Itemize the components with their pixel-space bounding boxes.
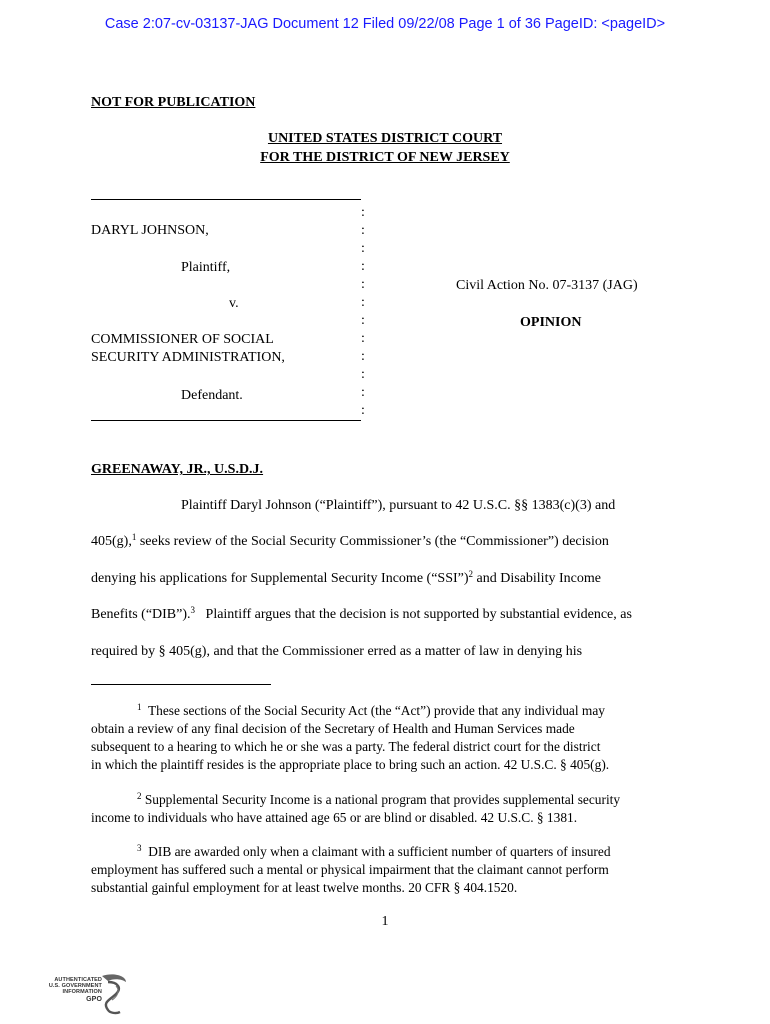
footnote-3-number: 3 [137, 843, 142, 853]
plaintiff-role: Plaintiff, [181, 260, 231, 275]
footnote-2-line-2: income to individuals who have attained age 65 or are blind or disabled. 42 U.S.C. § 1381. [91, 810, 578, 825]
caption-colon: : [361, 349, 365, 364]
footnote-1-line-3: subsequent to a hearing to which he or she was a party. The federal district court for the district [91, 739, 601, 754]
caption-colon: : [361, 259, 365, 274]
footnote-3-line-2: employment has suffered such a mental or physical impairment that the claimant cannot perform [91, 862, 609, 877]
body-line-5: required by § 405(g), and that the Commissioner erred as a matter of law in denying his [91, 644, 583, 659]
defendant-name-line1: COMMISSIONER OF SOCIAL [91, 332, 274, 347]
body-text-span: and Disability Income [473, 571, 601, 586]
caption-colon: : [361, 241, 365, 256]
body-text-span: Plaintiff argues that the decision is not supported by substantial evidence, as [195, 607, 632, 622]
caption-colon: : [361, 385, 365, 400]
footnote-2-line-1 [137, 791, 620, 809]
footnote-text: Supplemental Security Income is a national program that provides supplemental security [141, 792, 621, 807]
versus: v. [229, 296, 239, 311]
footnote-3-line-1 [137, 843, 611, 861]
footnote-text: These sections of the Social Security Act (the “Act”) provide that any individual may [141, 703, 605, 718]
gpo-authentication-seal [40, 972, 132, 1018]
not-for-publication-notice: NOT FOR PUBLICATION [91, 95, 256, 110]
caption-bottom-rule [91, 420, 361, 421]
document-type-opinion: OPINION [520, 315, 582, 330]
gpo-seal-line2: U.S. GOVERNMENT [48, 983, 102, 989]
judge-name: GREENAWAY, JR., U.S.D.J. [91, 462, 264, 477]
body-text-span: seeks review of the Social Security Commissioner’s (the “Commissioner”) decision [136, 534, 609, 549]
footnote-text: DIB are awarded only when a claimant with a sufficient number of quarters of insured [141, 844, 611, 859]
body-line-4 [91, 606, 632, 624]
plaintiff-name: DARYL JOHNSON, [91, 223, 209, 238]
page-number: 1 [381, 914, 389, 929]
caption-colon: : [361, 331, 365, 346]
caption-colon: : [361, 223, 365, 238]
court-name-line1: UNITED STATES DISTRICT COURT [267, 131, 503, 146]
footnote-1-line-2: obtain a review of any final decision of the Secretary of Health and Human Services made [91, 721, 575, 736]
caption-colon: : [361, 277, 365, 292]
body-text-span: 405(g), [91, 534, 132, 549]
defendant-name-line2: SECURITY ADMINISTRATION, [91, 350, 285, 365]
footnote-ref-3[interactable]: 3 [190, 605, 196, 615]
caption-colon: : [361, 313, 365, 328]
defendant-role: Defendant. [181, 388, 243, 403]
footnote-1-number: 1 [137, 702, 142, 712]
body-text-span: Benefits (“DIB”). [91, 607, 191, 622]
footnote-separator [91, 684, 271, 685]
civil-action-number: Civil Action No. 07-3137 (JAG) [456, 278, 638, 293]
body-text-span: denying his applications for Supplemental Security Income (“SSI”) [91, 571, 469, 586]
body-line-2 [91, 533, 609, 551]
footnote-ref-1[interactable]: 1 [131, 532, 137, 542]
court-name-line2: FOR THE DISTRICT OF NEW JERSEY [260, 150, 510, 165]
footnote-ref-2[interactable]: 2 [468, 569, 474, 579]
caption-colon: : [361, 403, 365, 418]
footnote-1-line-1 [137, 702, 605, 720]
footnote-3-line-3: substantial gainful employment for at least twelve months. 20 CFR § 404.1520. [91, 880, 518, 895]
footnote-2-number: 2 [137, 791, 142, 801]
caption-colon: : [361, 205, 365, 220]
caption-colon: : [361, 295, 365, 310]
eagle-emblem-icon [96, 972, 130, 1016]
gpo-seal-line4: GPO [86, 996, 102, 1003]
filing-stamp-header: Case 2:07-cv-03137-JAG Document 12 Filed 09/22/08 Page 1 of 36 PageID: <pageID> [104, 16, 666, 32]
body-line-3 [91, 570, 601, 588]
gpo-seal-line3: INFORMATION [62, 989, 102, 995]
caption-colon-column [361, 204, 369, 420]
caption-colon: : [361, 367, 365, 382]
gpo-seal-line1: AUTHENTICATED [54, 977, 102, 983]
body-line-1: Plaintiff Daryl Johnson (“Plaintiff”), pursuant to 42 U.S.C. §§ 1383(c)(3) and [181, 498, 616, 513]
footnote-1-line-4: in which the plaintiff resides is the appropriate place to bring such an action. 42 U.S.C. § 405(g). [91, 757, 610, 772]
caption-top-rule [91, 199, 361, 200]
